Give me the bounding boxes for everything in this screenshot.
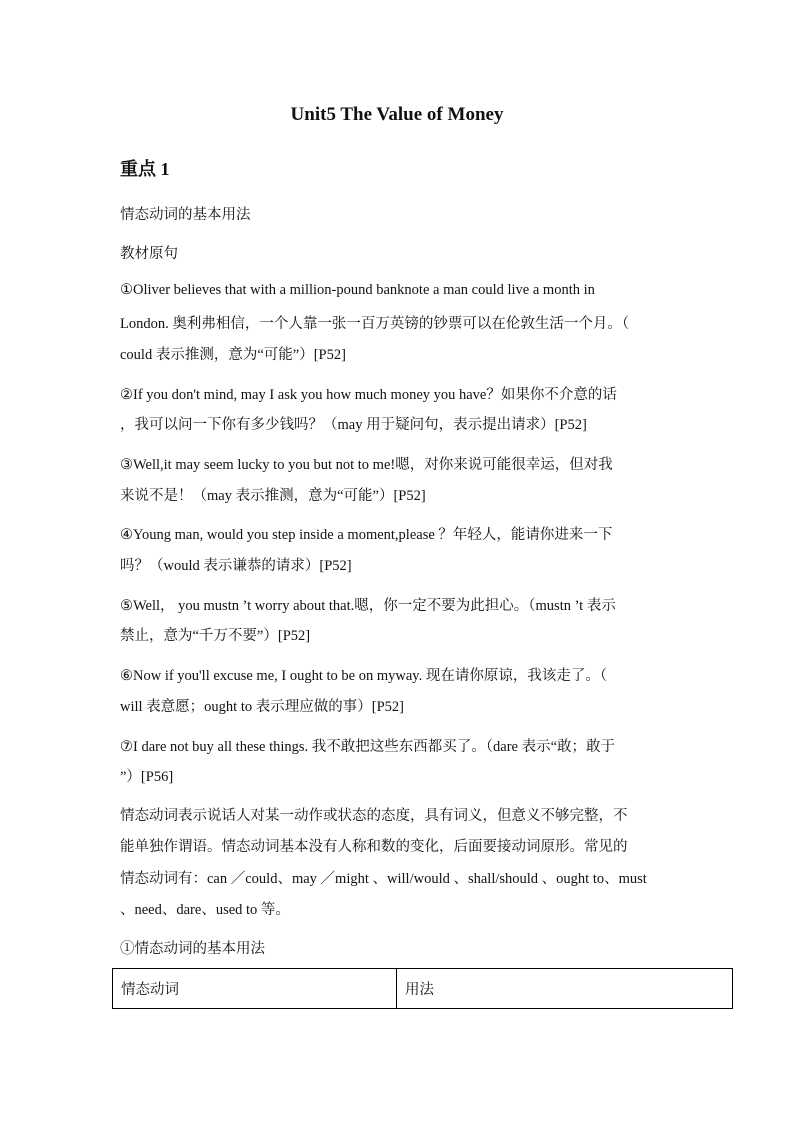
text-line: 吗？（would 表示谦恭的请求）[P52]: [120, 558, 352, 574]
table-column-divider: [396, 969, 397, 1008]
text-line: 情态动词有：can ／could、may ／might 、will/would 、shall/should 、ought to、must: [120, 871, 647, 887]
text-line: ⑦I dare not buy all these things. 我不敢把这些东西都买了。（dare 表示“敢；敢于: [120, 739, 616, 755]
text-line: 禁止，意为“千万不要”）[P52]: [120, 628, 311, 644]
text-line: 能单独作谓语。情态动词基本没有人称和数的变化，后面要接动词原形。常见的: [120, 839, 628, 855]
text-line: 教材原句: [120, 246, 178, 262]
text-line: ①情态动词的基本用法: [120, 941, 265, 957]
modal-verbs-table: [112, 968, 733, 1009]
text-line: ④Young man, would you step inside a moment,please ？年轻人，能请你进来一下: [120, 527, 613, 543]
section-heading: 重点 1: [120, 159, 170, 179]
text-line: ”）[P56]: [120, 769, 174, 785]
text-line: 情态动词表示说话人对某一动作或状态的态度，具有词义，但意义不够完整，不: [120, 808, 628, 824]
text-line: ，我可以问一下你有多少钱吗？（may 用于疑问句，表示提出请求）[P52]: [120, 417, 587, 433]
text-line: ③Well,it may seem lucky to you but not to me!嗯，对你来说可能很幸运，但对我: [120, 457, 613, 473]
text-line: ②If you don't mind, may I ask you how much money you have？如果你不介意的话: [120, 387, 617, 403]
text-line: ⑥Now if you'll excuse me, I ought to be on myway. 现在请你原谅，我该走了。（: [120, 668, 608, 684]
text-line: could 表示推测，意为“可能”）[P52]: [120, 347, 346, 363]
text-line: 、need、dare、used to 等。: [120, 902, 290, 918]
table-header-cell: 用法: [405, 982, 434, 998]
text-line: 情态动词的基本用法: [120, 207, 251, 223]
table-header-cell: 情态动词: [121, 982, 179, 998]
text-line: 来说不是！（may 表示推测，意为“可能”）[P52]: [120, 488, 426, 504]
text-line: ⑤Well， you mustn ’t worry about that.嗯，你一定不要为此担心。（mustn ’t 表示: [120, 598, 616, 614]
text-line: London. 奥利弗相信，一个人靠一张一百万英镑的钞票可以在伦敦生活一个月。（: [120, 316, 630, 332]
text-line: will 表意愿；ought to 表示理应做的事）[P52]: [120, 699, 404, 715]
document-title: Unit5 The Value of Money: [290, 104, 504, 125]
text-line: ①Oliver believes that with a million-pound banknote a man could live a month in: [120, 282, 595, 298]
